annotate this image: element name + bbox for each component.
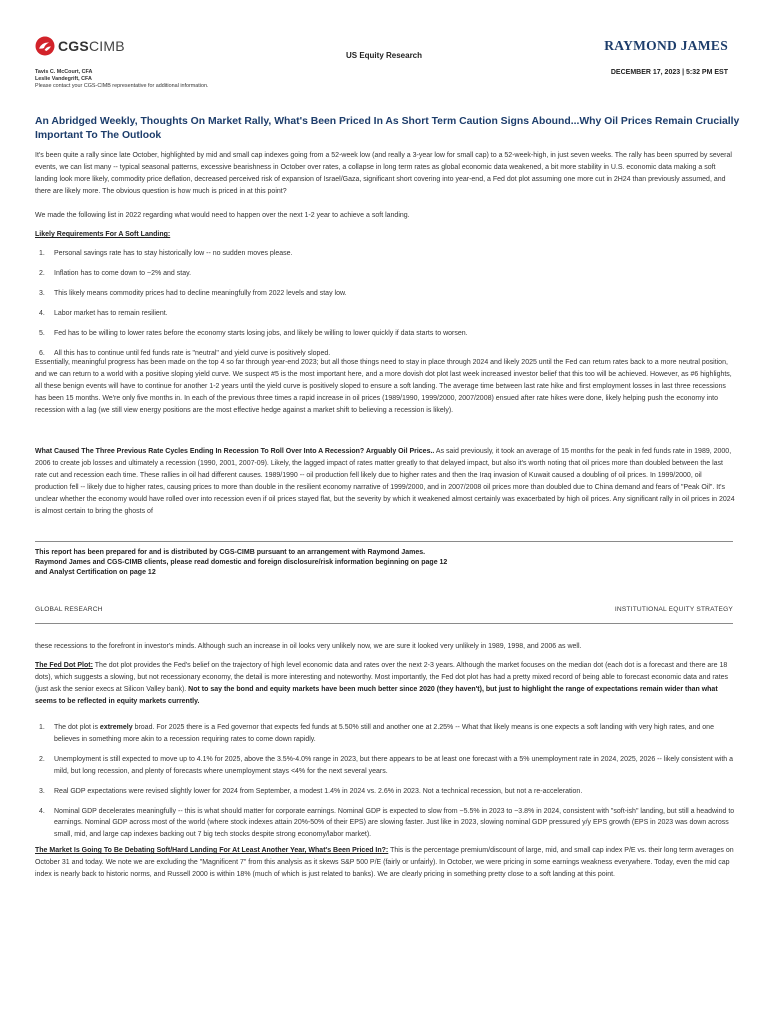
- requirements-list: [35, 248, 735, 359]
- oil-heading: What Caused The Three Previous Rate Cycles Ending In Recession To Roll Over Into A Recession? Arguably Oil Prices..: [35, 448, 435, 455]
- market-paragraph: [35, 845, 735, 881]
- dot-plot-paragraph: [35, 660, 735, 708]
- requirements-heading: Likely Requirements For A Soft Landing:: [35, 231, 171, 238]
- disclaimer-line: Raymond James and CGS-CIMB clients, please read domestic and foreign disclosure/risk information beginning on page 12: [35, 559, 448, 567]
- logo-cgs-text: CGS: [58, 38, 89, 54]
- disclaimer-line: and Analyst Certification on page 12: [35, 569, 156, 577]
- list-item: 3. This likely means commodity prices had to decline meaningfully from 2022 levels and stay low.: [39, 289, 347, 297]
- list-item: 1. The dot plot is extremely broad. For 2025 there is a Fed governor that expects fed funds at 5.50% still and another one at 2.25% -- What that likely means is one expects a soft landing with very high rates, and one believes in something more akin to a recession requiring rates to come down rapidly.: [39, 724, 714, 743]
- dot-plot-heading: The Fed Dot Plot:: [35, 662, 93, 669]
- raymond-james-logo: RAYMOND JAMES: [604, 38, 728, 53]
- disclaimer: [35, 548, 447, 579]
- report-title: An Abridged Weekly, Thoughts On Market Rally, What's Been Priced In As Short Term Caution Signs Abound...Why Oil Prices Remain Crucially Important To The Outlook: [35, 116, 740, 141]
- disclaimer-line: This report has been prepared for and is distributed by CGS-CIMB pursuant to an arrangement with Raymond James.: [35, 549, 426, 556]
- progress-paragraph: Essentially, meaningful progress has been made on the top 4 so far through year-end 2023; but all those things need to stay in place through 2024 and likely 2025 until the Fed can return rates back to a more neutral position, and we can return to a world with a positive sloping yield curve. We suspect #5 is the most important here, and a more dovish dot plot last week increased investor belief that this too will be achieved. However, as #6 highlights, all these benign events will have to continue for another 1-2 years until the yield curve is positively sloped to ensure a soft landing. The average time between last rate hike and first employment losses in last three recessions has been 15 months. We're only five months in. In each of the previous three times a rapid increase in oil prices (1989/1990, 1999/2000, 2007/2008) ensued after rate hikes were done, likely helping push the economy into recession with a lag (we still view energy positions are the most effective hedge against a market shift to believing a recession is likely).: [35, 359, 732, 414]
- author-block: [35, 69, 208, 90]
- document-type: US Equity Research: [345, 51, 423, 60]
- contact-note: Please contact your CGS-CIMB representative for additional information.: [35, 83, 209, 89]
- logo-cimb-text: CIMB: [88, 38, 125, 54]
- market-heading: The Market Is Going To Be Debating Soft/Hard Landing For At Least Another Year, What's Been Priced In?:: [35, 847, 389, 854]
- publish-datetime: DECEMBER 17, 2023 | 5:32 PM EST: [610, 69, 728, 76]
- list-item: 2. Unemployment is still expected to move up to 4.1% for 2025, above the 3.5%-4.0% range in 2023, but there appears to be at least one forecast with a 5% unemployment rate in 2024, 2025, 2026 -- likely consistent with a mild, but long recession, and plenty of forecasts where unemployment stays <4% for the next several years.: [39, 755, 734, 775]
- continuation-paragraph: these recessions to the forefront in investor's minds. Although such an increase in oil looks very unlikely now, we are sure it looked very unlikely in 1989, 1998, and 2006 as well.: [35, 643, 582, 650]
- dot-plot-list: [35, 722, 735, 841]
- author-name: Leslie Vandegrift, CFA: [35, 76, 92, 82]
- list-item: 2. Inflation has to come down to ~2% and stay.: [39, 269, 192, 277]
- footer-global-research: GLOBAL RESEARCH: [35, 606, 103, 613]
- dot-plot-bold: Not to say the bond and equity markets have been much better since 2020 (they haven't), but just to highlight the range of expectations remain wider than what seems to be reflected in equity markets currently.: [35, 685, 718, 705]
- list-item: 6. All this has to continue until fed funds rate is "neutral" and yield curve is positively sloped.: [39, 349, 331, 357]
- list-item: 4. Labor market has to remain resilient.: [39, 309, 168, 317]
- list-item: 1. Personal savings rate has to stay historically low -- no sudden moves please.: [39, 250, 293, 257]
- list-item: 4. Nominal GDP decelerates meaningfully -- this is what should matter for corporate earnings. Nominal GDP is expected to slow from ~5.5% in 2023 to ~3.8% in 2024, consistent with "soft-ish" landing, but still a headwind to earnings. Nominal GDP across most of the world (where stock indexes attain 20%-50% of their EPS) are slowing faster. Just like in 2023, slowing nominal GDP pressured y/y EPS growth (EPS in 2023 was down across small, mid, and large cap indexes backing out 7 big tech stocks despite strong economy/labor market).: [39, 807, 735, 839]
- list-item: 3. Real GDP expectations were revised slightly lower for 2024 from September, a modest 1.4% in 2024 vs. 2.6% in 2023. Not a technical recession, but not a re-acceleration.: [39, 787, 583, 795]
- author-name: Tavis C. McCourt, CFA: [35, 69, 93, 75]
- dot-plot-text: The dot plot provides the Fed's belief on the trajectory of high level economic data and rates over the next 2-3 years. Although the market focuses on the median dot (each dot is a forecast and there are 18 dots), which suggests a slowing, but not recessionary economy, the detail is more interesting and noteworthy. Most importantly, the Fed dot plot has had a pretty mixed record of being able to forecast economic data and rates (just ask the senior execs at Silicon Valley bank).: [35, 662, 728, 693]
- oil-text: As said previously, it took an average of 15 months for the peak in fed funds rate in 1989, 2000, 2006 to create job losses and ultimately a recession (1990, 2001, 2007-09). Likely, the lagged impact of rates matter greatly to that delayed impact, but also it's worth noting that oil prices more than doubled between the last rate cut and recession each time. These rallies in oil had different causes. 1989/1990 -- oil production fell likely due to higher rates and then the Iraq invasion of Kuwait caused a doubling of oil prices. In 1999/2000, oil production fell -- likely due to higher rates, causing prices to more than double in the resilient economy narrative of 1999/2000, and in 2007/2008 oil prices more than doubled due to China demand and fears of "Peak Oil". It's unclear whether the economy would have rolled over into recession even if oil prices stayed flat, but the severity by which it weakened almost certainly was exacerbated by high oil prices. Any significant rally in oil prices in 2024 is almost certain to bring the ghosts of: [35, 448, 735, 515]
- list-intro-paragraph: We made the following list in 2022 regarding what would need to happen over the next 1-2 year to achieve a soft landing.: [35, 212, 410, 219]
- list-item: 5. Fed has to be willing to lower rates before the economy starts losing jobs, and likely be willing to lower quickly if data starts to worsen.: [39, 329, 468, 337]
- footer-strategy: INSTITUTIONAL EQUITY STRATEGY: [614, 606, 733, 613]
- oil-paragraph: [35, 446, 735, 517]
- divider: [35, 623, 733, 624]
- market-text: This is the percentage premium/discount of large, mid, and small cap index P/E vs. their long term averages on October 31 and today. We note we are excluding the "Magnificent 7" from this analysis as it skews S&P 500 P/E (fairly or unfairly). In October, we were pricing in some earnings weakness everywhere. Today, even the mid cap index is nearly back to historic norms, and Russell 2000 is within 18% (much of which is just related to banks). We are clearly pricing in something pretty close to a soft landing at this point.: [35, 847, 734, 878]
- divider: [35, 541, 733, 542]
- intro-paragraph: It's been quite a rally since late October, highlighted by mid and small cap indexes going from a 52-week low (and really a 3-year low for small cap) to a 52-week-high, in just seven weeks. The rally has been spurred by several events, we can list many -- typical seasonal patterns, excessive bearishness in October over rates, a collapse in long term rates as global economic data weakened, a bit more stability in U.S. economic data making a soft landing look more likely, commodity price deflation, decreased perceived risk of expansion of Israel/Gaza, significant short covering into year-end, a Fed dot plot assuming one more cut in 2H24 than previously assumed, and there are likely more. The obvious question is how much is priced in at this point?: [35, 152, 732, 195]
